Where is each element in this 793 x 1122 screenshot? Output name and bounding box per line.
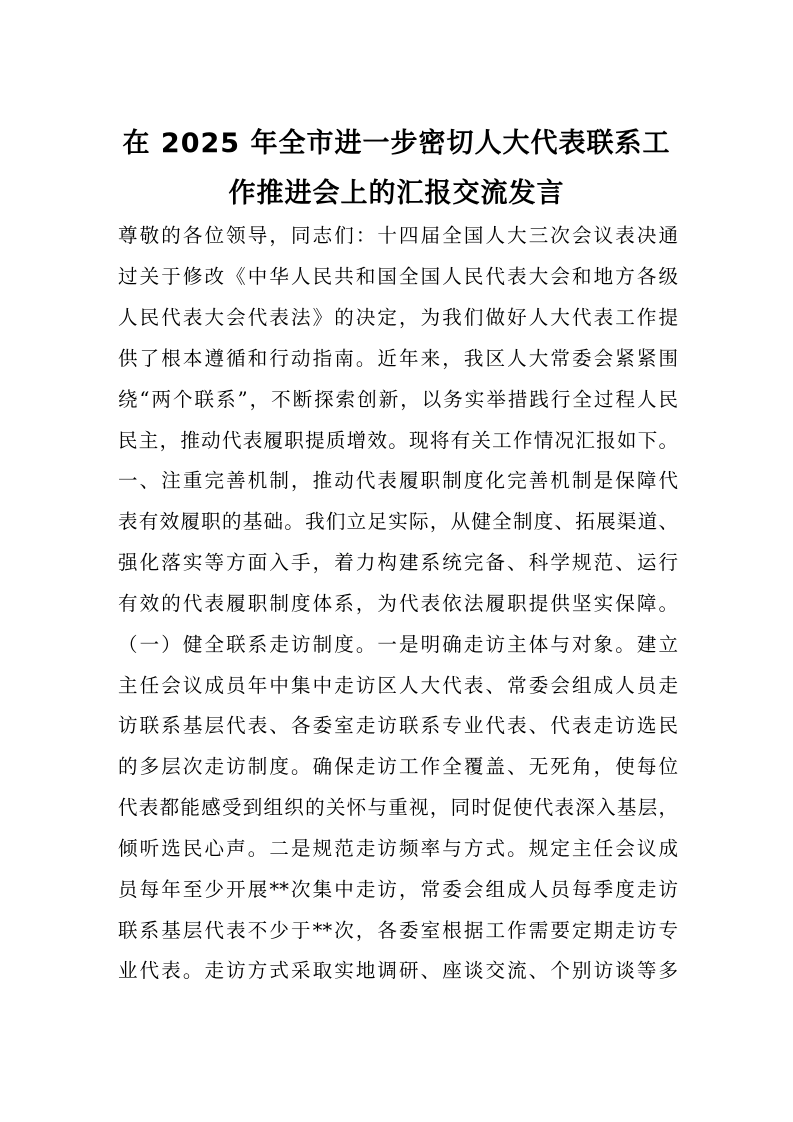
document-title-line-1: 在 2025 年全市进一步密切人大代表联系工	[122, 128, 671, 159]
body-text-line: 员每年至少开展**次集中走访，常委会组成人员每季度走访	[118, 878, 678, 901]
body-text-line: 一、注重完善机制，推动代表履职制度化完善机制是保障代	[118, 469, 678, 492]
body-text-line: 主任会议成员年中集中走访区人大代表、常委会组成人员走	[118, 674, 678, 697]
body-text-line: 强化落实等方面入手，着力构建系统完备、科学规范、运行	[118, 551, 678, 574]
body-text-line: 表有效履职的基础。我们立足实际，从健全制度、拓展渠道、	[118, 510, 678, 533]
body-text-line: 访联系基层代表、各委室走访联系专业代表、代表走访选民	[118, 714, 678, 737]
body-text-line: 倾听选民心声。二是规范走访频率与方式。规定主任会议成	[118, 837, 678, 860]
body-text-line: 有效的代表履职制度体系，为代表依法履职提供坚实保障。	[118, 592, 678, 615]
body-text-line: 代表都能感受到组织的关怀与重视，同时促使代表深入基层，	[118, 796, 678, 819]
body-text-line: 供了根本遵循和行动指南。近年来，我区人大常委会紧紧围	[118, 347, 678, 370]
body-text-line: 人民代表大会代表法》的决定，为我们做好人大代表工作提	[118, 306, 678, 329]
body-text-line: 的多层次走访制度。确保走访工作全覆盖、无死角，使每位	[118, 755, 678, 778]
body-text-line: 民主，推动代表履职提质增效。现将有关工作情况汇报如下。	[118, 429, 678, 452]
body-text-line: 绕“两个联系”，不断探索创新，以务实举措践行全过程人民	[118, 388, 678, 411]
body-text-line: 尊敬的各位领导，同志们：十四届全国人大三次会议表决通	[118, 224, 678, 247]
body-text-line: 业代表。走访方式采取实地调研、座谈交流、个别访谈等多	[118, 959, 678, 982]
body-text-line: 过关于修改《中华人民共和国全国人民代表大会和地方各级	[118, 265, 678, 288]
body-text-line: 联系基层代表不少于**次，各委室根据工作需要定期走访专	[118, 919, 678, 942]
document-title-line-2: 作推进会上的汇报交流发言	[228, 178, 565, 209]
body-text-line: （一）健全联系走访制度。一是明确走访主体与对象。建立	[118, 633, 678, 656]
